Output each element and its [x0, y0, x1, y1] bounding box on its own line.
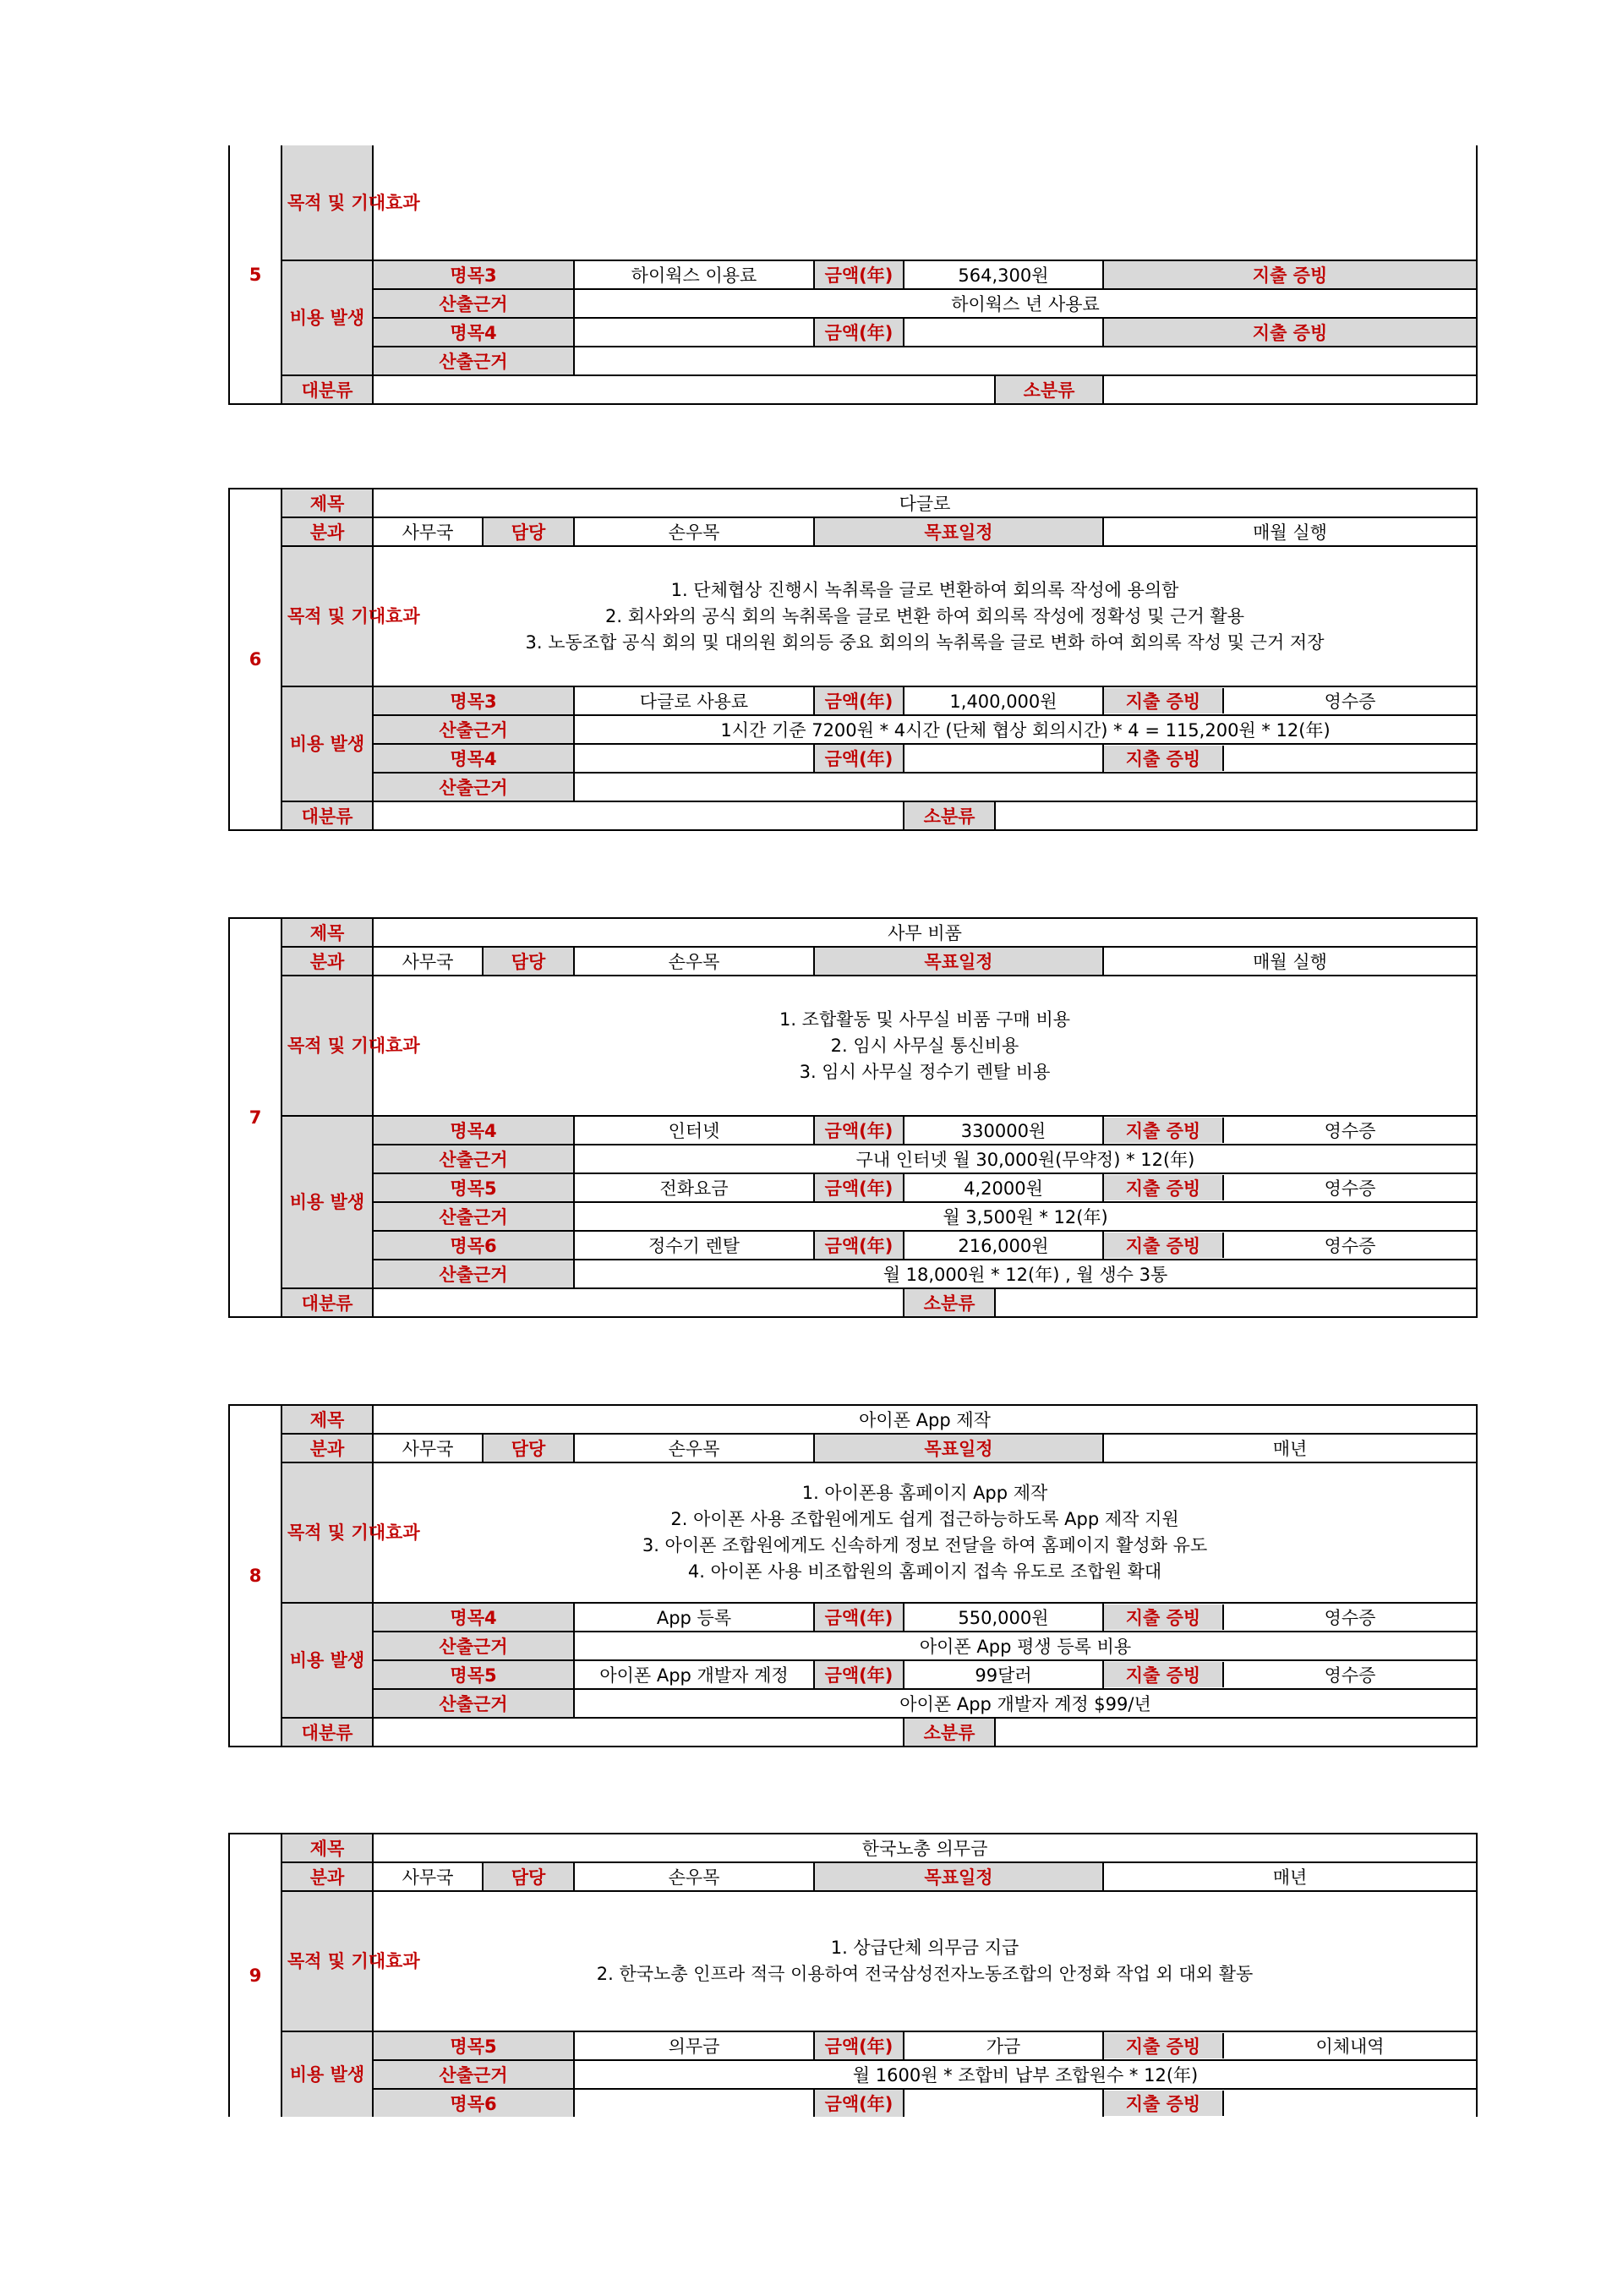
- expense-item-name: 명목5: [373, 1660, 574, 1689]
- dept-label: 분과: [281, 1862, 373, 1891]
- expense-basis: 월 18,000원 * 12(年) , 월 생수 3통: [574, 1260, 1477, 1288]
- major-category-value: [373, 801, 904, 830]
- title-label: 제목: [281, 489, 373, 517]
- expense-amount: [904, 2089, 1103, 2117]
- purpose-line: 1. 아이폰용 홈페이지 App 제작: [801, 1483, 1048, 1503]
- proof-label: 지출 증빙: [1103, 260, 1477, 289]
- proof-label: 지출 증빙: [1103, 318, 1477, 347]
- expense-basis: 구내 인터넷 월 30,000원(무약정) * 12(年): [574, 1145, 1477, 1173]
- amount-label: 금액(年): [814, 1116, 904, 1145]
- purpose-label: 목적 및 기대효과: [281, 145, 373, 260]
- expense-basis: 월 1600원 * 조합비 납부 조합원수 * 12(年): [574, 2060, 1477, 2089]
- target-label: 목표일정: [814, 1862, 1103, 1891]
- proof-cell: [1103, 686, 1477, 715]
- basis-label: 산출근거: [373, 1260, 574, 1288]
- major-category-label: 대분류: [281, 1718, 373, 1747]
- expense-item-desc: 아이폰 App 개발자 계정: [574, 1660, 814, 1689]
- purpose-label: 목적 및 기대효과: [281, 1462, 373, 1603]
- expense-item-desc: App 등록: [574, 1603, 814, 1632]
- expense-item-name: 명목4: [373, 1603, 574, 1632]
- proof-cell: [1103, 1660, 1477, 1689]
- expense-item-desc: 인터넷: [574, 1116, 814, 1145]
- proof-cell: [1103, 1231, 1477, 1260]
- item-number: 5: [229, 145, 281, 404]
- expense-amount: 가금: [904, 2031, 1103, 2060]
- proof-cell: [1103, 2031, 1477, 2060]
- minor-category-value: [995, 1288, 1477, 1317]
- purpose-line: 1. 단체협상 진행시 녹취록을 글로 변환하여 회의록 작성에 용의함: [670, 579, 1179, 600]
- expense-basis: 1시간 기준 7200원 * 4시간 (단체 협상 회의시간) * 4 = 115,200원 * 12(年): [574, 715, 1477, 744]
- target-label: 목표일정: [814, 1434, 1103, 1462]
- expense-basis: 아이폰 App 개발자 계정 $99/년: [574, 1689, 1477, 1718]
- expense-item-desc: 하이웍스 이용료: [574, 260, 814, 289]
- major-category-value: [373, 1718, 904, 1747]
- expense-item-desc: 정수기 렌탈: [574, 1231, 814, 1260]
- purpose-line: 2. 회사와의 공식 회의 녹취록을 글로 변환 하여 회의록 작성에 정확성 및 근거 활용: [605, 605, 1244, 626]
- manager-label: 담당: [483, 1434, 574, 1462]
- expense-proof: 영수증: [1324, 692, 1376, 712]
- item-title: 다글로: [373, 489, 1477, 517]
- proof-label: 지출 증빙: [1104, 1604, 1223, 1630]
- expense-basis: 하이웍스 년 사용료: [574, 289, 1477, 318]
- target-value: 매월 실행: [1103, 517, 1477, 546]
- item-title: 한국노총 의무금: [373, 1834, 1477, 1862]
- basis-label: 산출근거: [373, 347, 574, 375]
- expense-item-name: 명목6: [373, 1231, 574, 1260]
- expense-amount: 4,2000원: [904, 1173, 1103, 1202]
- proof-cell: [1103, 1173, 1477, 1202]
- expense-item-desc: 의무금: [574, 2031, 814, 2060]
- expense-amount: 550,000원: [904, 1603, 1103, 1632]
- cost-label: 비용 발생: [281, 1603, 373, 1718]
- major-category-value: [373, 375, 995, 404]
- amount-label: 금액(年): [814, 318, 904, 347]
- purpose-label: 목적 및 기대효과: [281, 1891, 373, 2031]
- expense-basis: 월 3,500원 * 12(年): [574, 1202, 1477, 1231]
- expense-item-name: 명목4: [373, 744, 574, 773]
- cost-label: 비용 발생: [281, 686, 373, 801]
- target-label: 목표일정: [814, 517, 1103, 546]
- budget-block-9: [228, 1833, 1476, 2117]
- dept-value: 사무국: [373, 1862, 483, 1891]
- dept-label: 분과: [281, 517, 373, 546]
- amount-label: 금액(年): [814, 744, 904, 773]
- amount-label: 금액(年): [814, 2089, 904, 2117]
- manager-label: 담당: [483, 1862, 574, 1891]
- purpose-line: 4. 아이폰 사용 비조합원의 홈페이지 접속 유도로 조합원 확대: [687, 1561, 1162, 1582]
- amount-label: 금액(年): [814, 686, 904, 715]
- expense-amount: 330000원: [904, 1116, 1103, 1145]
- expense-basis: [574, 347, 1477, 375]
- dept-label: 분과: [281, 947, 373, 976]
- proof-label: 지출 증빙: [1104, 746, 1223, 771]
- purpose-line: 2. 아이폰 사용 조합원에게도 쉽게 접근하능하도록 App 제작 지원: [670, 1509, 1179, 1529]
- expense-proof: 영수증: [1324, 1608, 1376, 1628]
- major-category-label: 대분류: [281, 801, 373, 830]
- dept-value: 사무국: [373, 1434, 483, 1462]
- item-title: 아이폰 App 제작: [373, 1405, 1477, 1434]
- purpose-line: 3. 아이폰 조합원에게도 신속하게 정보 전달을 하여 홈페이지 활성화 유도: [642, 1535, 1208, 1555]
- budget-block-6: [228, 488, 1476, 831]
- proof-label: 지출 증빙: [1104, 1233, 1223, 1258]
- expense-item-name: 명목5: [373, 1173, 574, 1202]
- target-value: 매년: [1103, 1862, 1477, 1891]
- purpose-text: [373, 546, 1477, 686]
- minor-category-label: 소분류: [904, 1288, 995, 1317]
- minor-category-label: 소분류: [904, 1718, 995, 1747]
- proof-label: 지출 증빙: [1104, 1175, 1223, 1200]
- manager-value: 손우목: [574, 517, 814, 546]
- purpose-line: 2. 임시 사무실 통신비용: [830, 1035, 1019, 1056]
- expense-item-desc: [574, 318, 814, 347]
- dept-value: 사무국: [373, 947, 483, 976]
- expense-basis: 아이폰 App 평생 등록 비용: [574, 1632, 1477, 1660]
- item-number: 6: [229, 489, 281, 830]
- expense-proof: 영수증: [1324, 1178, 1376, 1199]
- manager-label: 담당: [483, 517, 574, 546]
- proof-cell: [1103, 744, 1477, 773]
- expense-amount: 216,000원: [904, 1231, 1103, 1260]
- purpose-label: 목적 및 기대효과: [281, 976, 373, 1116]
- proof-label: 지출 증빙: [1104, 1118, 1223, 1143]
- expense-item-name: 명목4: [373, 1116, 574, 1145]
- expense-item-name: 명목3: [373, 260, 574, 289]
- major-category-label: 대분류: [281, 1288, 373, 1317]
- expense-item-name: 명목6: [373, 2089, 574, 2117]
- proof-label: 지출 증빙: [1104, 1662, 1223, 1687]
- expense-proof: 영수증: [1324, 1236, 1376, 1256]
- basis-label: 산출근거: [373, 1202, 574, 1231]
- item-number: 9: [229, 1834, 281, 2117]
- cost-label: 비용 발생: [281, 260, 373, 375]
- expense-item-desc: [574, 744, 814, 773]
- manager-value: 손우목: [574, 1434, 814, 1462]
- expense-item-desc: 다글로 사용료: [574, 686, 814, 715]
- expense-proof: 이체내역: [1315, 2036, 1385, 2057]
- minor-category-value: [995, 1718, 1477, 1747]
- expense-proof: 영수증: [1324, 1665, 1376, 1686]
- title-label: 제목: [281, 1405, 373, 1434]
- manager-value: 손우목: [574, 947, 814, 976]
- expense-amount: 99달러: [904, 1660, 1103, 1689]
- major-category-value: [373, 1288, 904, 1317]
- purpose-line: 3. 노동조합 공식 회의 및 대의원 회의등 중요 회의의 녹취록을 글로 변화 하여 회의록 작성 및 근거 저장: [525, 631, 1325, 653]
- item-number: 7: [229, 918, 281, 1317]
- expense-item-desc: 전화요금: [574, 1173, 814, 1202]
- amount-label: 금액(年): [814, 260, 904, 289]
- purpose-text: [373, 1891, 1477, 2031]
- target-value: 매년: [1103, 1434, 1477, 1462]
- proof-cell: [1103, 2089, 1477, 2117]
- proof-label: 지출 증빙: [1104, 2033, 1223, 2058]
- expense-proof: [1223, 2091, 1476, 2116]
- basis-label: 산출근거: [373, 773, 574, 801]
- basis-label: 산출근거: [373, 715, 574, 744]
- basis-label: 산출근거: [373, 1145, 574, 1173]
- expense-basis: [574, 773, 1477, 801]
- minor-category-value: [1103, 375, 1477, 404]
- expense-item-name: 명목3: [373, 686, 574, 715]
- budget-block-7: [228, 917, 1476, 1318]
- minor-category-label: 소분류: [904, 801, 995, 830]
- dept-label: 분과: [281, 1434, 373, 1462]
- amount-label: 금액(年): [814, 1660, 904, 1689]
- purpose-text: [373, 1462, 1477, 1603]
- purpose-line: 1. 조합활동 및 사무실 비품 구매 비용: [779, 1009, 1071, 1030]
- proof-label: 지출 증빙: [1104, 2091, 1223, 2116]
- basis-label: 산출근거: [373, 1689, 574, 1718]
- dept-value: 사무국: [373, 517, 483, 546]
- title-label: 제목: [281, 1834, 373, 1862]
- expense-item-name: 명목5: [373, 2031, 574, 2060]
- expense-amount: 564,300원: [904, 260, 1103, 289]
- purpose-line: 1. 상급단체 의무금 지급: [830, 1938, 1019, 1958]
- cost-label: 비용 발생: [281, 2031, 373, 2117]
- major-category-label: 대분류: [281, 375, 373, 404]
- purpose-line: 3. 임시 사무실 정수기 렌탈 비용: [799, 1061, 1051, 1082]
- proof-cell: [1103, 1603, 1477, 1632]
- expense-item-name: 명목4: [373, 318, 574, 347]
- budget-block-5: [228, 145, 1476, 405]
- amount-label: 금액(年): [814, 2031, 904, 2060]
- target-value: 매월 실행: [1103, 947, 1477, 976]
- basis-label: 산출근거: [373, 2060, 574, 2089]
- purpose-text: [373, 145, 1477, 260]
- minor-category-value: [995, 801, 1477, 830]
- expense-proof: 영수증: [1324, 1121, 1376, 1141]
- expense-amount: [904, 744, 1103, 773]
- manager-value: 손우목: [574, 1862, 814, 1891]
- amount-label: 금액(年): [814, 1173, 904, 1202]
- expense-amount: [904, 318, 1103, 347]
- target-label: 목표일정: [814, 947, 1103, 976]
- item-title: 사무 비품: [373, 918, 1477, 947]
- amount-label: 금액(年): [814, 1231, 904, 1260]
- amount-label: 금액(年): [814, 1603, 904, 1632]
- expense-amount: 1,400,000원: [904, 686, 1103, 715]
- basis-label: 산출근거: [373, 289, 574, 318]
- budget-block-8: [228, 1404, 1476, 1747]
- purpose-label: 목적 및 기대효과: [281, 546, 373, 686]
- title-label: 제목: [281, 918, 373, 947]
- manager-label: 담당: [483, 947, 574, 976]
- basis-label: 산출근거: [373, 1632, 574, 1660]
- minor-category-label: 소분류: [995, 375, 1103, 404]
- expense-item-desc: [574, 2089, 814, 2117]
- purpose-line: 2. 한국노총 인프라 적극 이용하여 전국삼성전자노동조합의 안정화 작업 외 대외 활동: [596, 1964, 1254, 1984]
- proof-label: 지출 증빙: [1104, 688, 1223, 713]
- item-number: 8: [229, 1405, 281, 1747]
- expense-proof: [1223, 746, 1476, 771]
- cost-label: 비용 발생: [281, 1116, 373, 1288]
- proof-cell: [1103, 1116, 1477, 1145]
- purpose-text: [373, 976, 1477, 1116]
